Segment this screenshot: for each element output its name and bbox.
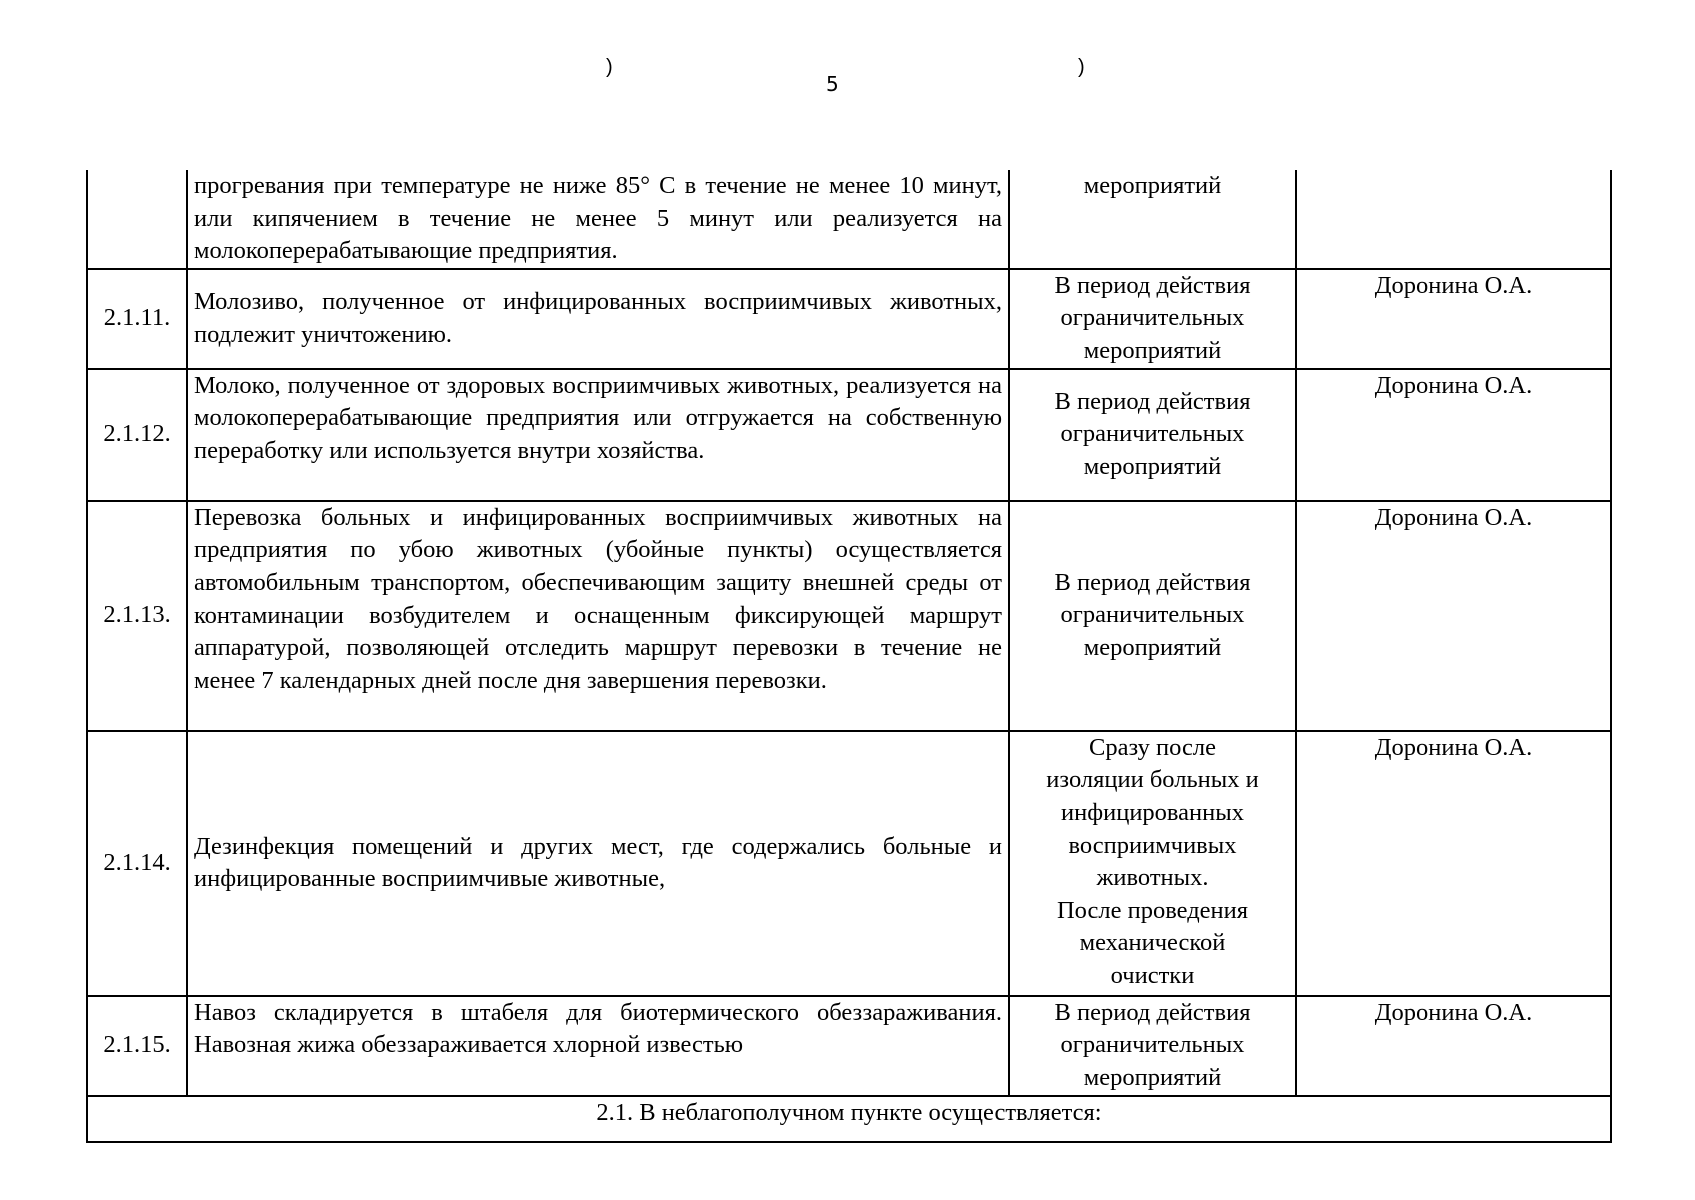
responsible-person <box>1296 170 1611 269</box>
measure-term: В период действия ограничительных мероприятий <box>1009 269 1296 369</box>
responsible-person: Доронина О.А. <box>1296 731 1611 996</box>
section-heading: 2.1. В неблагополучном пункте осуществляется: <box>87 1096 1611 1142</box>
table-row <box>87 996 1611 1096</box>
measure-term: В период действия ограничительных мероприятий <box>1009 369 1296 501</box>
measure-description: Молозиво, полученное от инфицированных восприимчивых животных, подлежит уничтожению. <box>187 269 1009 369</box>
measure-term: В период действия ограничительных мероприятий <box>1009 996 1296 1096</box>
margin-mark-right: ) <box>1078 56 1085 78</box>
table-row <box>87 269 1611 369</box>
table-row <box>87 170 1611 269</box>
measure-term: мероприятий <box>1009 170 1296 269</box>
measures-table <box>86 170 1612 1143</box>
margin-mark-left: ) <box>606 56 613 78</box>
row-number: 2.1.15. <box>87 996 187 1096</box>
measure-term: В период действия ограничительных мероприятий <box>1009 501 1296 731</box>
measure-description: Дезинфекция помещений и других мест, где содержались больные и инфицированные восприимчивые животные, <box>187 731 1009 996</box>
table-row <box>87 369 1611 501</box>
row-number: 2.1.11. <box>87 269 187 369</box>
table-row <box>87 731 1611 996</box>
responsible-person: Доронина О.А. <box>1296 269 1611 369</box>
row-number <box>87 170 187 269</box>
measure-term: Сразу после изоляции больных и инфицированных восприимчивых животных. После проведения механической очистки <box>1009 731 1296 996</box>
responsible-person: Доронина О.А. <box>1296 369 1611 501</box>
row-number: 2.1.12. <box>87 369 187 501</box>
page-number: 5 <box>826 72 839 96</box>
responsible-person: Доронина О.А. <box>1296 996 1611 1096</box>
responsible-person: Доронина О.А. <box>1296 501 1611 731</box>
measure-description: Молоко, полученное от здоровых восприимчивых животных, реализуется на молокоперерабатывающие предприятия или отгружается на собственную переработку или используется внутри хозяйства. <box>187 369 1009 501</box>
row-number: 2.1.14. <box>87 731 187 996</box>
measure-description: Навоз складируется в штабеля для биотермического обеззараживания. Навозная жижа обеззараживается хлорной известью <box>187 996 1009 1096</box>
section-footer-row <box>87 1096 1611 1142</box>
table-row <box>87 501 1611 731</box>
measure-description: Перевозка больных и инфицированных восприимчивых животных на предприятия по убою животных (убойные пункты) осуществляется автомобильным транспортом, обеспечивающим защиту внешней среды от контаминации возбудителем и оснащенным фиксирующей маршрут аппаратурой, позволяющей отследить маршрут перевозки в течение не менее 7 календарных дней после дня завершения перевозки. <box>187 501 1009 731</box>
row-number: 2.1.13. <box>87 501 187 731</box>
measure-description: прогревания при температуре не ниже 85° С в течение не менее 10 минут, или кипячением в течение не менее 5 минут или реализуется на молокоперерабатывающие предприятия. <box>187 170 1009 269</box>
